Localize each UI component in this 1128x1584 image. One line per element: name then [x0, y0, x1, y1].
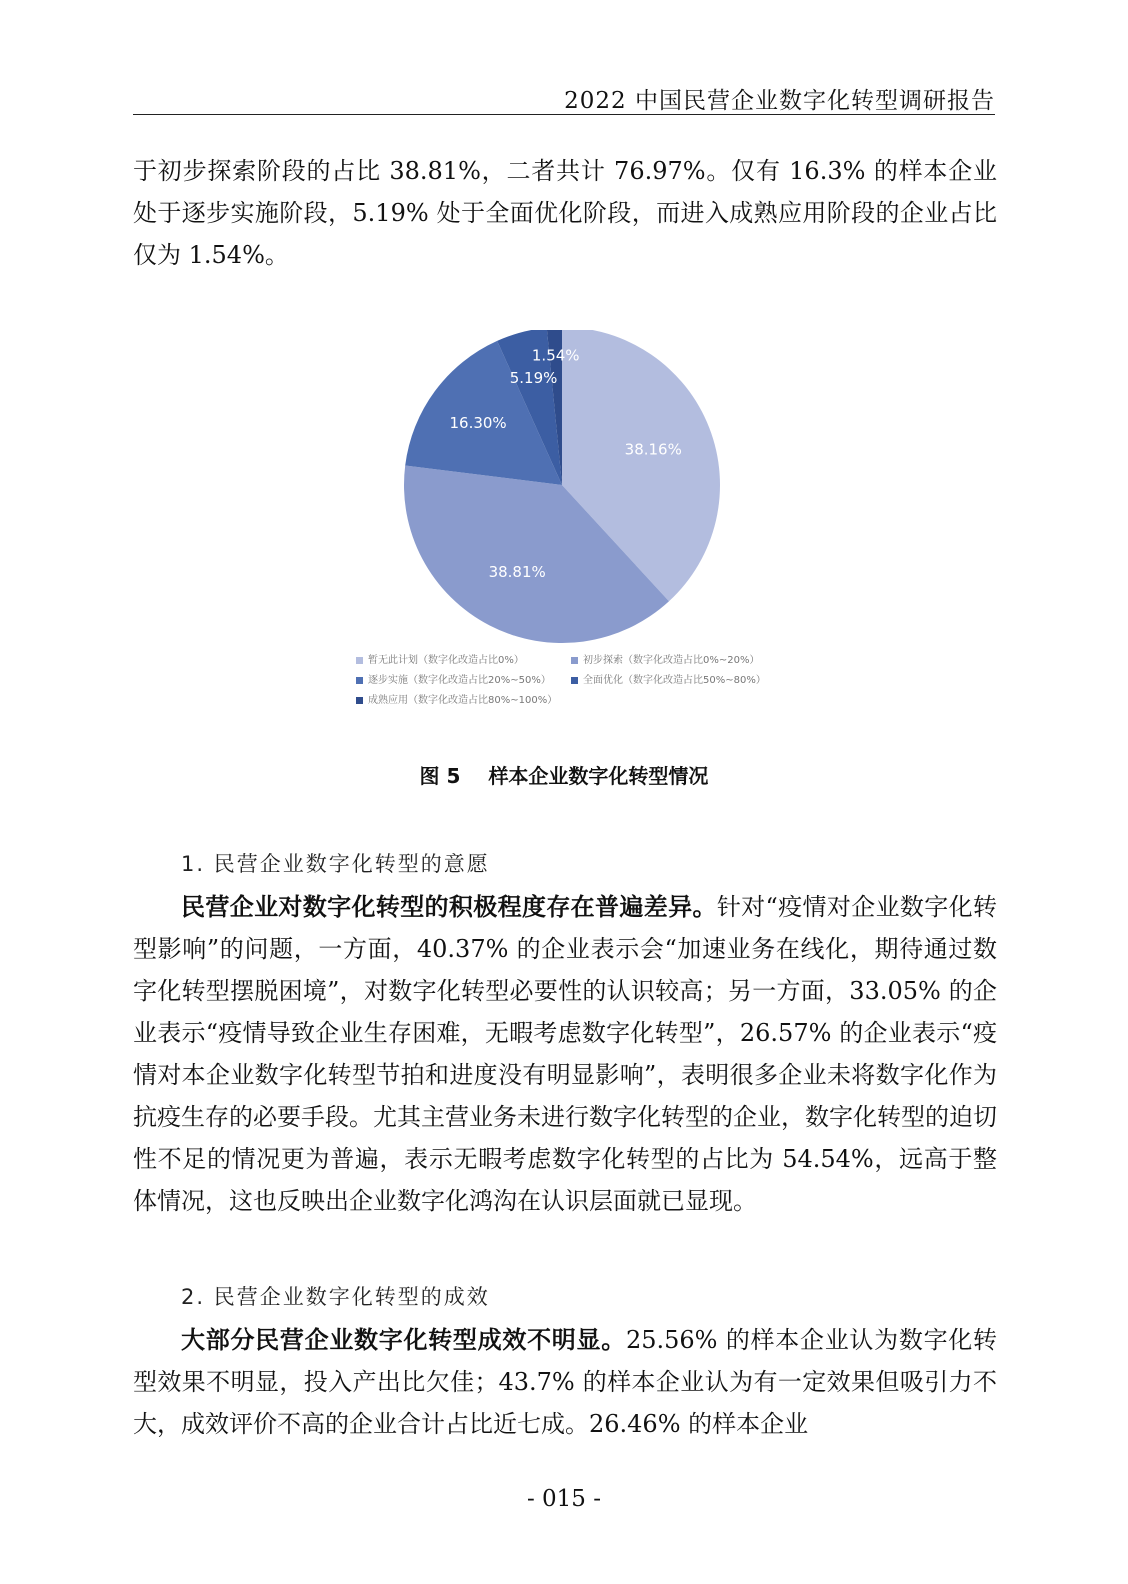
figure-caption: [0, 760, 1128, 789]
legend-item: [356, 674, 551, 688]
pie-chart: [340, 330, 790, 730]
legend-label: 全面优化（数字化改造占比50%~80%）: [583, 675, 766, 686]
pie-slice-label: 38.81%: [488, 563, 546, 582]
header-title: 2022 中国民营企业数字化转型调研报告: [564, 88, 995, 114]
pie-slice-label: 5.19%: [509, 369, 558, 388]
figure-title: 样本企业数字化转型情况: [488, 764, 709, 788]
legend-label: 暂无此计划（数字化改造占比0%）: [368, 655, 524, 666]
paragraph-intro: 于初步探索阶段的占比 38.81%，二者共计 76.97%。仅有 16.3% 的样本企业处于逐步实施阶段，5.19% 处于全面优化阶段，而进入成熟应用阶段的企业占比仅为 1.54%。: [133, 157, 997, 269]
legend-swatch: [571, 657, 578, 664]
legend-label: 成熟应用（数字化改造占比80%~100%）: [368, 695, 558, 706]
legend-label: 逐步实施（数字化改造占比20%~50%）: [368, 675, 551, 686]
legend-item: [571, 674, 766, 688]
section-heading-1: 1. 民营企业数字化转型的意愿: [181, 852, 490, 876]
legend-label: 初步探索（数字化改造占比0%~20%）: [583, 655, 760, 666]
figure-number: 图 5: [419, 764, 461, 788]
legend-item: [356, 694, 557, 708]
legend-swatch: [356, 697, 363, 704]
page-number: - 015 -: [526, 1486, 602, 1512]
legend-swatch: [571, 677, 578, 684]
page-header: [133, 82, 995, 115]
legend-item: [356, 654, 524, 668]
legend-item: [571, 654, 759, 668]
paragraph-effectiveness-lead: 大部分民营企业数字化转型成效不明显。: [181, 1326, 626, 1354]
paragraph-effectiveness-text: 25.56% 的样本企业认为数字化转型效果不明显，投入产出比欠佳；43.7% 的样本企业认为有一定效果但吸引力不大，成效评价不高的企业合计占比近七成。26.46% 的样本企业: [133, 1326, 998, 1438]
legend-swatch: [356, 657, 363, 664]
pie-slice-label: 16.30%: [449, 414, 507, 433]
paragraph-willingness-lead: 民营企业对数字化转型的积极程度存在普遍差异。: [181, 893, 717, 921]
paragraph-effectiveness: [133, 1319, 997, 1445]
paragraph-willingness: [133, 886, 997, 1222]
pie-slice-label: 38.16%: [624, 440, 682, 459]
section-heading-2: 2. 民营企业数字化转型的成效: [181, 1285, 490, 1309]
paragraph-willingness-text: 针对“疫情对企业数字化转型影响”的问题，一方面，40.37% 的企业表示会“加速业务在线化，期待通过数字化转型摆脱困境”，对数字化转型必要性的认识较高；另一方面，33.05% 的企业表示“疫情导致企业生存困难，无暇考虑数字化转型”，26.57% 的企业表示“疫情对本企业数字化转型节拍和进度没有明显影响”，表明很多企业未将数字化作为抗疫生存的必要手段。尤其主营业务未进行数字化转型的企业，数字化转型的迫切性不足的情况更为普遍，表示无暇考虑数字化转型的占比为 54.54%，远高于整体情况，这也反映出企业数字化鸿沟在认识层面就已显现。: [133, 893, 997, 1215]
pie-slice-label: 1.54%: [531, 346, 580, 365]
legend-swatch: [356, 677, 363, 684]
pie-chart-svg: [340, 330, 790, 650]
